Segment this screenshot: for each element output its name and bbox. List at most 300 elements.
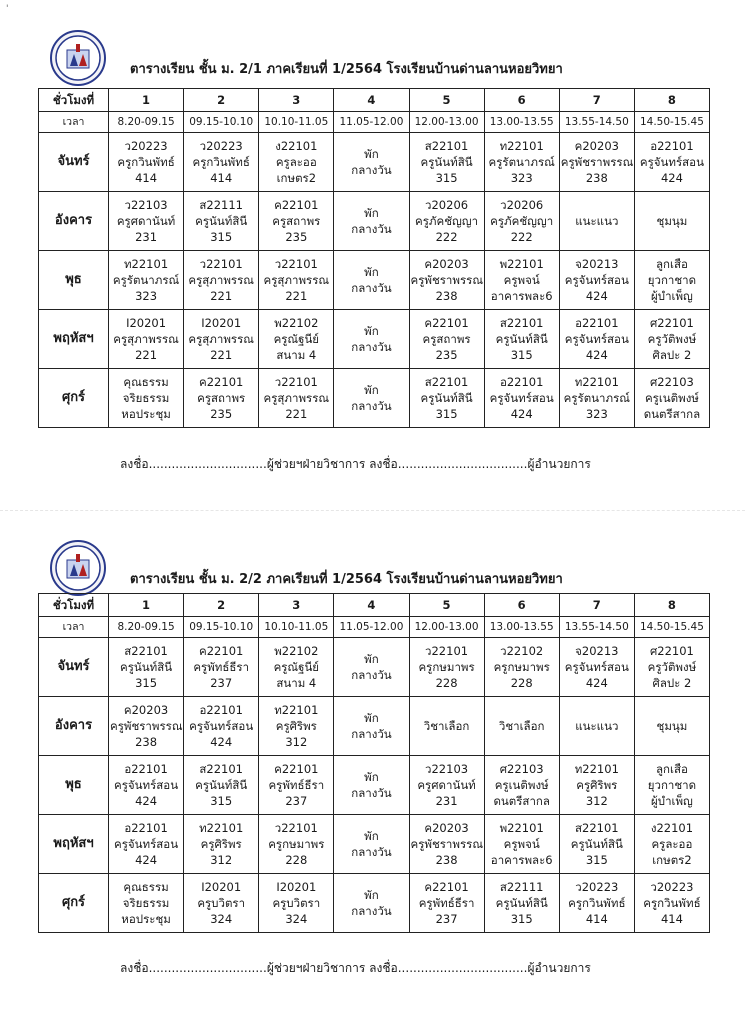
class-cell-line: 235 <box>435 348 458 362</box>
class-cell <box>184 310 259 369</box>
class-cell <box>484 251 559 310</box>
class-cell-line: ครูกษมาพร <box>493 660 550 674</box>
class-cell <box>334 192 409 251</box>
class-cell-line: ครูพัชราพรรณ <box>110 719 183 733</box>
period-number: 5 <box>409 89 484 112</box>
class-cell-line: ครูนันท์สินี <box>495 332 548 346</box>
class-cell-line: ลูกเสือ <box>656 257 688 271</box>
class-cell-line: ครูจันทร์สอน <box>564 332 629 346</box>
class-cell-line: 237 <box>435 912 458 926</box>
class-cell-line: 237 <box>285 794 308 808</box>
class-cell-line: สนาม 4 <box>276 676 317 690</box>
time-slot: 10.10-11.05 <box>259 617 334 638</box>
class-cell-line: ส22111 <box>199 198 243 212</box>
class-cell-line: คุณธรรม <box>123 880 169 894</box>
class-cell-line: ว22101 <box>274 821 318 835</box>
class-cell <box>409 369 484 428</box>
class-cell <box>334 756 409 815</box>
class-cell-line: ว22103 <box>124 198 168 212</box>
class-cell-line: 221 <box>135 348 158 362</box>
class-cell-line: ครูสุภาพรรณ <box>188 332 254 346</box>
class-cell-line: ค22101 <box>199 375 244 389</box>
class-cell-line: หอประชุม <box>121 407 171 421</box>
time-slot: 10.10-11.05 <box>259 112 334 133</box>
class-cell <box>559 756 634 815</box>
class-cell <box>634 874 709 933</box>
class-cell-line: พัก <box>364 888 379 902</box>
class-cell-line: ง22101 <box>275 139 318 153</box>
class-cell-line: ค22101 <box>424 880 469 894</box>
class-cell-line: ครูกวินพัทธ์ <box>643 896 701 910</box>
class-cell-line: ครูบวิตรา <box>272 896 321 910</box>
class-cell-line: ลูกเสือ <box>656 762 688 776</box>
period-number: 2 <box>184 594 259 617</box>
class-cell-line: กลางวัน <box>351 727 392 741</box>
class-cell-line: ศิลปะ 2 <box>652 348 692 362</box>
class-cell-line: 237 <box>210 676 233 690</box>
class-cell-line: 315 <box>210 230 233 244</box>
class-cell-line: ครูจันทร์สอน <box>639 155 704 169</box>
period-number: 1 <box>109 594 184 617</box>
class-cell <box>259 251 334 310</box>
schedule-sheet-1 <box>38 0 710 510</box>
class-cell-line: ครูพัชราพรรณ <box>410 273 483 287</box>
class-cell <box>409 133 484 192</box>
class-cell <box>184 756 259 815</box>
class-cell-line: ท22101 <box>199 821 244 835</box>
class-cell-line: ส22101 <box>499 316 544 330</box>
class-cell <box>634 638 709 697</box>
class-cell-line: ส22111 <box>499 880 544 894</box>
class-cell-line: ศ22103 <box>499 762 544 776</box>
class-cell-line: เกษตร2 <box>652 853 692 867</box>
class-cell-line: ส22101 <box>424 139 469 153</box>
class-cell-line: 424 <box>660 171 683 185</box>
class-cell-line: กลางวัน <box>351 845 392 859</box>
day-rows <box>39 133 710 428</box>
class-cell <box>259 756 334 815</box>
period-label: ชั่วโมงที่ <box>39 89 109 112</box>
class-cell <box>409 251 484 310</box>
class-cell-line: อาคารพละ6 <box>490 289 553 303</box>
period-number: 4 <box>334 89 409 112</box>
class-cell <box>109 251 184 310</box>
class-cell-line: ครูภัคชัญญา <box>415 214 479 228</box>
class-cell-line: อ22101 <box>124 821 168 835</box>
class-cell-line: กลางวัน <box>351 340 392 354</box>
class-cell <box>109 192 184 251</box>
class-cell-line: ครูนันท์สินี <box>195 778 248 792</box>
class-cell-line: ส22101 <box>199 762 243 776</box>
class-cell-line: ครูศดานันท์ <box>417 778 476 792</box>
class-cell-line: ค22101 <box>199 644 244 658</box>
class-cell <box>259 697 334 756</box>
class-cell-line: ครูละออ <box>275 155 317 169</box>
time-slot: 8.20-09.15 <box>109 112 184 133</box>
class-cell-line: พัก <box>364 324 379 338</box>
class-cell-line: อ22101 <box>124 762 168 776</box>
class-cell-line: ค22101 <box>274 762 319 776</box>
period-number: 3 <box>259 594 334 617</box>
class-cell-line: ครูวัติพงษ์ <box>647 332 697 346</box>
class-cell-line: 414 <box>660 912 683 926</box>
class-cell-line: ชุมนุม <box>656 719 688 733</box>
class-cell-line: ครูสุภาพรรณ <box>263 273 330 287</box>
corner-mark: ' <box>6 4 9 14</box>
class-cell <box>184 251 259 310</box>
time-slot: 13.55-14.50 <box>559 617 634 638</box>
class-cell-line: ครูสุภาพรรณ <box>263 391 330 405</box>
class-cell <box>184 638 259 697</box>
class-cell-line: พัก <box>364 652 379 666</box>
class-cell <box>184 133 259 192</box>
class-cell-line: พัก <box>364 383 379 397</box>
class-cell-line: ว22102 <box>500 644 544 658</box>
class-cell-line: ครูจันทร์สอน <box>114 778 179 792</box>
schedule-title: ตารางเรียน ชั้น ม. 2/2 ภาคเรียนที่ 1/2564 โรงเรียนบ้านด่านลานหอยวิทยา <box>130 572 563 587</box>
class-cell-line: ดนตรีสากล <box>643 407 701 421</box>
class-cell-line: พัก <box>364 829 379 843</box>
time-slot: 13.55-14.50 <box>559 112 634 133</box>
class-cell <box>259 192 334 251</box>
class-cell-line: กลางวัน <box>351 904 392 918</box>
day-name: อังคาร <box>39 697 109 756</box>
class-cell-line: ครูสถาพร <box>197 391 246 405</box>
class-cell-line: 231 <box>135 230 158 244</box>
time-slot: 8.20-09.15 <box>109 617 184 638</box>
class-cell-line: ส22101 <box>424 375 469 389</box>
class-cell-line: 324 <box>285 912 308 926</box>
class-cell-line: 221 <box>210 289 233 303</box>
class-cell <box>559 874 634 933</box>
time-slot: 13.00-13.55 <box>484 617 559 638</box>
class-cell-line: ว20223 <box>650 880 694 894</box>
class-cell-line: ครูนันท์สินี <box>420 391 473 405</box>
class-cell <box>334 697 409 756</box>
class-cell-line: ว20223 <box>575 880 619 894</box>
class-cell-line: ว22101 <box>274 257 318 271</box>
day-rows <box>39 638 710 933</box>
class-cell <box>559 310 634 369</box>
period-label: ชั่วโมงที่ <box>39 594 109 617</box>
class-cell-line: 424 <box>585 289 608 303</box>
class-cell-line: กลางวัน <box>351 399 392 413</box>
class-cell-line: ยุวกาชาด <box>647 778 697 792</box>
class-cell-line: พ22101 <box>499 257 544 271</box>
class-cell <box>409 192 484 251</box>
class-cell-line: 231 <box>435 794 458 808</box>
day-name: จันทร์ <box>39 133 109 192</box>
period-number: 8 <box>634 89 709 112</box>
class-cell-line: ครูกษมาพร <box>268 837 325 851</box>
period-number: 3 <box>259 89 334 112</box>
class-cell-line: ครูศิริพร <box>200 837 242 851</box>
class-cell-line: จริยธรรม <box>122 896 170 910</box>
class-cell-line: 424 <box>585 676 608 690</box>
class-cell-line: ชุมนุม <box>656 214 688 228</box>
class-cell-line: เกษตร2 <box>276 171 317 185</box>
day-row <box>39 192 710 251</box>
class-cell-line: พัก <box>364 265 379 279</box>
class-cell-line: 221 <box>285 289 308 303</box>
class-cell-line: 315 <box>435 171 458 185</box>
class-cell <box>484 638 559 697</box>
class-cell-line: ครูศดานันท์ <box>116 214 176 228</box>
class-cell-line: พ22102 <box>274 644 319 658</box>
class-cell-line: ค20203 <box>424 821 469 835</box>
class-cell <box>109 133 184 192</box>
class-cell <box>109 310 184 369</box>
class-cell-line: แนะแนว <box>575 719 619 733</box>
class-cell-line: สนาม 4 <box>276 348 317 362</box>
day-name: ศุกร์ <box>39 874 109 933</box>
class-cell <box>259 638 334 697</box>
class-cell-line: 324 <box>210 912 233 926</box>
class-cell-line: ศ22101 <box>649 644 694 658</box>
class-cell <box>634 697 709 756</box>
class-cell-line: 238 <box>135 735 158 749</box>
class-cell <box>634 251 709 310</box>
class-cell-line: 424 <box>210 735 233 749</box>
class-cell <box>484 310 559 369</box>
class-cell-line: ครูสุภาพรรณ <box>113 332 179 346</box>
class-cell-line: ครูเนติพงษ์ <box>644 391 699 405</box>
class-cell-line: 221 <box>210 348 233 362</box>
class-cell-line: ว20206 <box>500 198 544 212</box>
class-cell-line: 312 <box>585 794 608 808</box>
class-cell <box>409 310 484 369</box>
class-cell <box>484 874 559 933</box>
class-cell <box>484 133 559 192</box>
timetable <box>38 593 710 933</box>
day-row <box>39 310 710 369</box>
class-cell-line: ค20203 <box>123 703 169 717</box>
class-cell-line: ศ22103 <box>649 375 694 389</box>
class-cell-line: 323 <box>135 289 158 303</box>
class-cell-line: พัก <box>364 206 379 220</box>
class-cell <box>334 369 409 428</box>
class-cell <box>259 133 334 192</box>
class-cell-line: I20201 <box>201 880 242 894</box>
class-cell <box>109 874 184 933</box>
class-cell-line: ครูละออ <box>651 837 693 851</box>
class-cell-line: ส22101 <box>575 821 619 835</box>
class-cell <box>634 133 709 192</box>
class-cell-line: 323 <box>510 171 533 185</box>
time-slot: 11.05-12.00 <box>334 112 409 133</box>
class-cell-line: กลางวัน <box>351 786 392 800</box>
class-cell-line: ครูจันทร์สอน <box>189 719 254 733</box>
class-cell <box>109 638 184 697</box>
class-cell-line: ครูบวิตรา <box>197 896 246 910</box>
class-cell <box>109 756 184 815</box>
class-cell-line: 238 <box>435 853 458 867</box>
period-number: 7 <box>559 594 634 617</box>
day-row <box>39 251 710 310</box>
time-slot: 14.50-15.45 <box>634 617 709 638</box>
time-slot: 14.50-15.45 <box>634 112 709 133</box>
class-cell-line: กลางวัน <box>351 163 392 177</box>
period-header-row <box>39 594 710 617</box>
class-cell-line: 238 <box>435 289 458 303</box>
class-cell-line: 312 <box>285 735 308 749</box>
class-cell-line: 228 <box>510 676 533 690</box>
class-cell-line: ครูรัตนาภรณ์ <box>563 391 630 405</box>
class-cell <box>334 638 409 697</box>
class-cell-line: ครูสถาพร <box>422 332 471 346</box>
day-name: พฤหัสฯ <box>39 815 109 874</box>
class-cell-line: ว22101 <box>425 644 469 658</box>
class-cell-line: 221 <box>285 407 308 421</box>
class-cell-line: จริยธรรม <box>122 391 170 405</box>
class-cell-line: ครูพัทธ์ธีรา <box>268 778 325 792</box>
class-cell-line: กลางวัน <box>351 222 392 236</box>
class-cell-line: ศ22101 <box>649 316 694 330</box>
period-header-row <box>39 89 710 112</box>
class-cell-line: ครูนันท์สินี <box>120 660 173 674</box>
day-name: พุธ <box>39 251 109 310</box>
class-cell-line: ค22101 <box>274 198 319 212</box>
timetable <box>38 88 710 428</box>
time-slot: 09.15-10.10 <box>184 112 259 133</box>
class-cell <box>334 251 409 310</box>
class-cell-line: 222 <box>510 230 533 244</box>
class-cell-line: วิชาเลือก <box>423 719 470 733</box>
class-cell-line: พัก <box>364 770 379 784</box>
class-cell <box>109 815 184 874</box>
day-name: พุธ <box>39 756 109 815</box>
day-row <box>39 638 710 697</box>
class-cell <box>259 369 334 428</box>
class-cell-line: 222 <box>435 230 458 244</box>
class-cell <box>109 369 184 428</box>
time-row <box>39 112 710 133</box>
class-cell-line: ท22101 <box>499 139 544 153</box>
class-cell-line: ว20223 <box>199 139 243 153</box>
class-cell-line: ผู้บำเพ็ญ <box>651 794 693 808</box>
time-label: เวลา <box>39 112 109 133</box>
class-cell-line: 235 <box>285 230 308 244</box>
class-cell <box>559 638 634 697</box>
class-cell <box>259 815 334 874</box>
class-cell-line: 315 <box>135 676 158 690</box>
class-cell-line: ครูณัฐนีย์ <box>273 332 320 346</box>
class-cell-line: I20201 <box>126 316 167 330</box>
class-cell <box>559 192 634 251</box>
class-cell-line: I20201 <box>276 880 317 894</box>
class-cell-line: 315 <box>210 794 233 808</box>
period-number: 5 <box>409 594 484 617</box>
class-cell-line: ครูนันท์สินี <box>420 155 473 169</box>
class-cell-line: แนะแนว <box>575 214 619 228</box>
class-cell-line: I20201 <box>201 316 242 330</box>
time-label: เวลา <box>39 617 109 638</box>
class-cell-line: ครูพัชราพรรณ <box>410 837 483 851</box>
class-cell <box>559 251 634 310</box>
class-cell-line: ครูพัทธ์ธีรา <box>418 896 475 910</box>
class-cell-line: ครูพัทธ์ธีรา <box>193 660 250 674</box>
class-cell-line: ท22101 <box>123 257 169 271</box>
class-cell-line: ครูรัตนาภรณ์ <box>112 273 180 287</box>
class-cell <box>334 133 409 192</box>
class-cell <box>484 369 559 428</box>
class-cell-line: ครูกวินพัทธ์ <box>117 155 175 169</box>
period-number: 6 <box>484 594 559 617</box>
time-slot: 09.15-10.10 <box>184 617 259 638</box>
class-cell-line: ครูพจน์ <box>503 273 540 287</box>
class-cell <box>409 697 484 756</box>
class-cell-line: ครูรัตนาภรณ์ <box>488 155 555 169</box>
class-cell-line: พัก <box>364 147 379 161</box>
period-number: 2 <box>184 89 259 112</box>
class-cell <box>634 756 709 815</box>
class-cell-line: ครูนันท์สินี <box>570 837 623 851</box>
class-cell-line: ค22101 <box>424 316 469 330</box>
class-cell-line: ครูจันทร์สอน <box>564 660 629 674</box>
period-number: 6 <box>484 89 559 112</box>
class-cell <box>559 133 634 192</box>
day-name: ศุกร์ <box>39 369 109 428</box>
class-cell <box>109 697 184 756</box>
class-cell-line: พ22102 <box>274 316 319 330</box>
class-cell-line: จ20213 <box>575 644 619 658</box>
day-row <box>39 133 710 192</box>
class-cell-line: 315 <box>435 407 458 421</box>
time-row <box>39 617 710 638</box>
class-cell <box>259 874 334 933</box>
class-cell-line: 315 <box>510 912 533 926</box>
class-cell-line: ส22101 <box>124 644 168 658</box>
class-cell-line: ครูพัชราพรรณ <box>560 155 634 169</box>
class-cell-line: ครูวัติพงษ์ <box>647 660 697 674</box>
class-cell-line: 315 <box>585 853 608 867</box>
class-cell-line: 424 <box>585 348 608 362</box>
class-cell-line: ว22101 <box>199 257 243 271</box>
class-cell-line: 414 <box>210 171 233 185</box>
class-cell-line: 424 <box>135 853 158 867</box>
class-cell <box>184 369 259 428</box>
time-slot: 13.00-13.55 <box>484 112 559 133</box>
time-slot: 11.05-12.00 <box>334 617 409 638</box>
schedule-title: ตารางเรียน ชั้น ม. 2/1 ภาคเรียนที่ 1/2564 โรงเรียนบ้านด่านลานหอยวิทยา <box>130 62 563 77</box>
class-cell-line: 228 <box>285 853 308 867</box>
day-row <box>39 815 710 874</box>
class-cell <box>484 815 559 874</box>
class-cell-line: 228 <box>435 676 458 690</box>
day-row <box>39 697 710 756</box>
class-cell-line: พ22101 <box>499 821 544 835</box>
day-row <box>39 369 710 428</box>
class-cell-line: หอประชุม <box>121 912 171 926</box>
class-cell <box>559 815 634 874</box>
class-cell <box>409 815 484 874</box>
day-row <box>39 874 710 933</box>
class-cell-line: วิชาเลือก <box>498 719 545 733</box>
class-cell <box>559 369 634 428</box>
day-row <box>39 756 710 815</box>
class-cell-line: ครูพจน์ <box>503 837 540 851</box>
class-cell-line: 414 <box>585 912 608 926</box>
class-cell-line: ครูศิริพร <box>576 778 618 792</box>
class-cell <box>409 638 484 697</box>
class-cell-line: พัก <box>364 711 379 725</box>
class-cell <box>334 815 409 874</box>
class-cell-line: 424 <box>135 794 158 808</box>
class-cell-line: ครูภัคชัญญา <box>490 214 554 228</box>
time-slot: 12.00-13.00 <box>409 112 484 133</box>
period-number: 8 <box>634 594 709 617</box>
period-number: 1 <box>109 89 184 112</box>
